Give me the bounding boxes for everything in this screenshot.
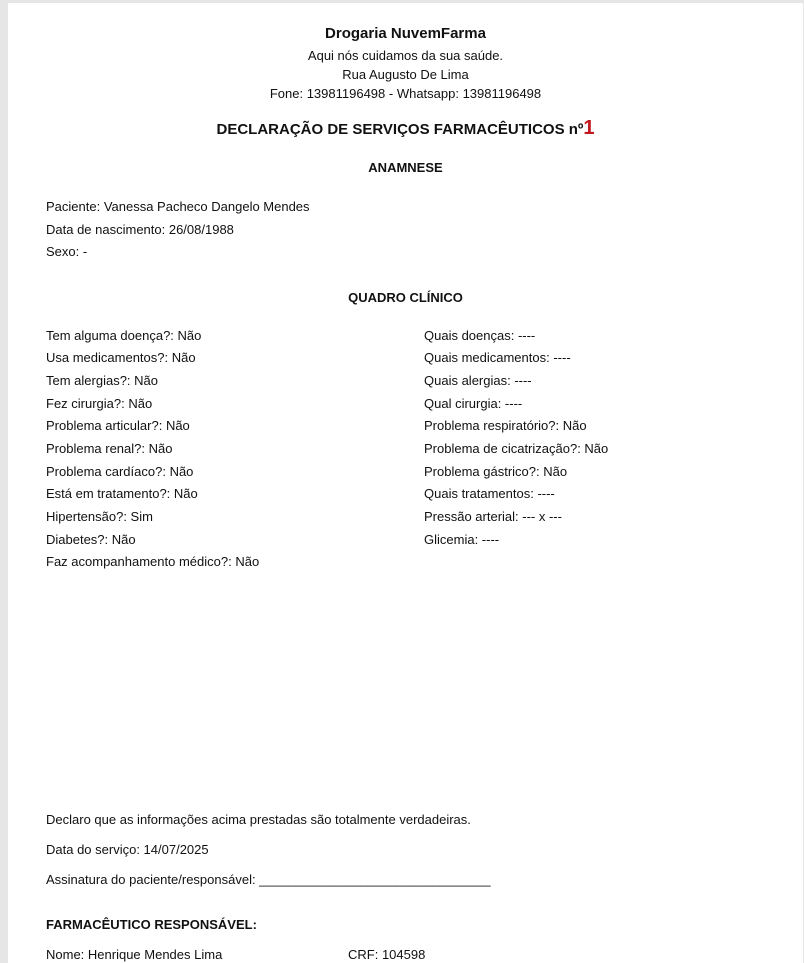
clinical-detail: Quais doenças: ---- [424, 328, 536, 343]
clinical-item: Tem alguma doença?: Não [46, 328, 202, 343]
clinical-detail: Problema de cicatrização?: Não [424, 441, 609, 456]
clinical-detail: Quais alergias: ---- [424, 373, 532, 388]
document-page [8, 3, 803, 963]
document-number: 1 [583, 117, 595, 139]
pharmacist-heading: FARMACÊUTICO RESPONSÁVEL: [46, 917, 257, 932]
document-title [8, 117, 803, 140]
patient-birth-date: Data de nascimento: 26/08/1988 [46, 222, 234, 237]
patient-sex: Sexo: - [46, 244, 88, 259]
clinical-detail: Quais tratamentos: ---- [424, 486, 555, 501]
pharmacy-contact: Fone: 13981196498 - Whatsapp: 13981196498 [269, 86, 542, 101]
clinical-detail: Glicemia: ---- [424, 532, 500, 547]
clinical-item: Problema articular?: Não [46, 418, 190, 433]
patient-name: Paciente: Vanessa Pacheco Dangelo Mendes [46, 199, 310, 214]
clinical-item: Hipertensão?: Sim [46, 509, 153, 524]
declaration-text: Declaro que as informações acima prestadas são totalmente verdadeiras. [46, 812, 471, 827]
clinical-detail: Quais medicamentos: ---- [424, 350, 571, 365]
clinical-detail: Qual cirurgia: ---- [424, 396, 523, 411]
pharmacy-address: Rua Augusto De Lima [342, 67, 469, 82]
service-date: Data do serviço: 14/07/2025 [46, 842, 209, 857]
pharmacist-name: Nome: Henrique Mendes Lima [46, 947, 223, 962]
clinical-item: Problema renal?: Não [46, 441, 173, 456]
pharmacy-name: Drogaria NuvemFarma [325, 25, 486, 42]
clinical-item: Problema cardíaco?: Não [46, 464, 194, 479]
pharmacy-slogan: Aqui nós cuidamos da sua saúde. [307, 48, 504, 63]
document-title-text: DECLARAÇÃO DE SERVIÇOS FARMACÊUTICOS nº [216, 121, 584, 138]
clinical-heading: QUADRO CLÍNICO [348, 290, 463, 305]
clinical-detail: Problema respiratório?: Não [424, 418, 587, 433]
clinical-item: Tem alergias?: Não [46, 373, 158, 388]
clinical-item: Está em tratamento?: Não [46, 486, 198, 501]
clinical-detail: Problema gástrico?: Não [424, 464, 568, 479]
signature-line: Assinatura do paciente/responsável: ________________________________ [46, 872, 491, 887]
clinical-item: Diabetes?: Não [46, 532, 136, 547]
pharmacist-crf: CRF: 104598 [348, 947, 426, 962]
anamnese-heading: ANAMNESE [368, 160, 443, 175]
clinical-item: Usa medicamentos?: Não [46, 350, 196, 365]
clinical-detail: Pressão arterial: --- x --- [424, 509, 562, 524]
clinical-item: Fez cirurgia?: Não [46, 396, 153, 411]
clinical-item: Faz acompanhamento médico?: Não [46, 554, 260, 569]
